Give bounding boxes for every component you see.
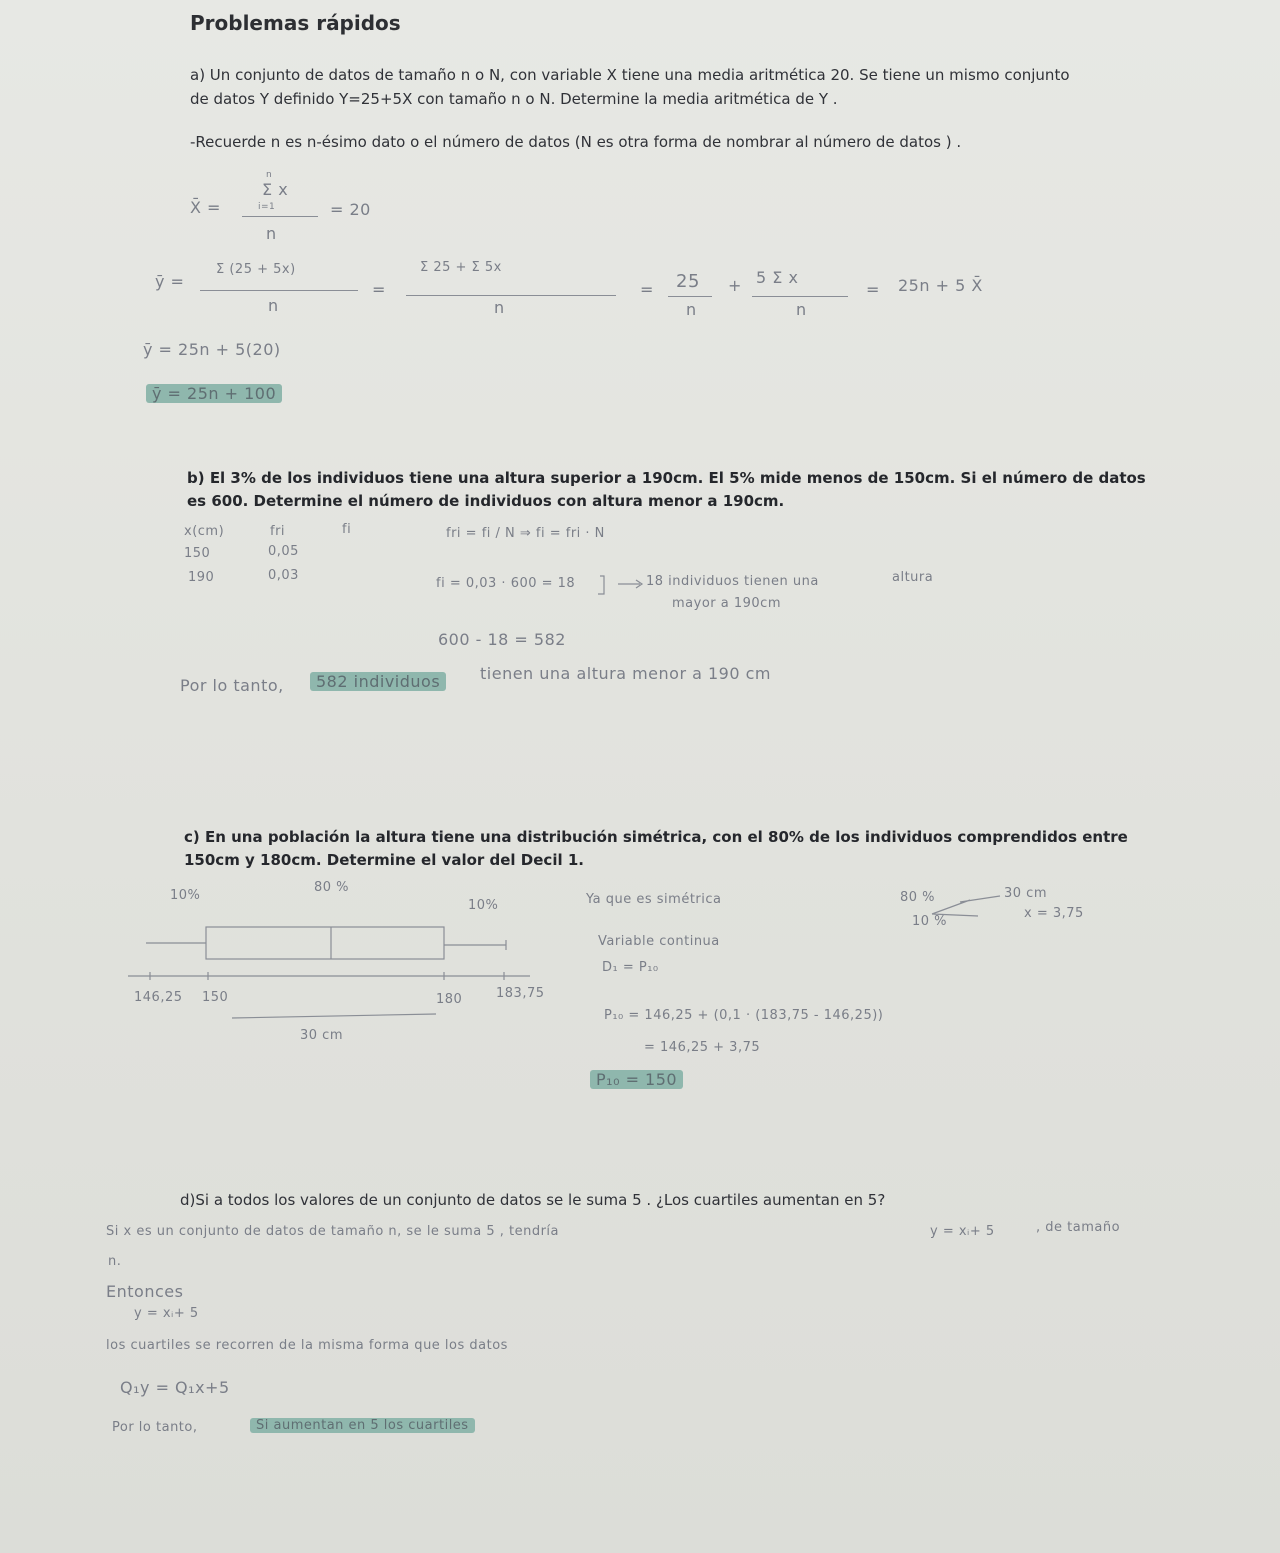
answer-highlight-c: P₁₀ = 150 [590,1070,683,1089]
equals-sign-1: = [372,280,386,299]
split-denominator: n [494,298,505,317]
p10-equation: P₁₀ = 146,25 + (0,1 · (183,75 - 146,25)) [604,1008,884,1023]
problem-a-statement-line-1: a) Un conjunto de datos de tamaño n o N, con variable X tiene una media aritmética 20. Se tiene un mismo conjunto [190,66,1070,84]
problem-a-statement-line-2: de datos Y definido Y=25+5X con tamaño n o N. Determine la media aritmética de Y . [190,90,838,108]
sum-lower-limit: i=1 [258,202,276,212]
ybar-substitution: ȳ = 25n + 5(20) [143,340,281,359]
d-answer-line-1-equation: y = xᵢ+ 5 [930,1224,995,1239]
problem-b-statement-line-2: es 600. Determine el número de individuos con altura menor a 190cm. [187,492,785,510]
equals-sign-3: = [866,280,880,299]
boxplot-tick-146: 146,25 [134,990,183,1005]
table-row-2-x: 190 [188,570,215,585]
ratio-30cm: 30 cm [1004,886,1047,901]
boxplot-tick-180: 180 [436,992,463,1007]
answer-highlight-d: Si aumentan en 5 los cuartiles [250,1418,475,1433]
page-title: Problemas rápidos [190,11,401,35]
boxplot-tick-183: 183,75 [496,986,545,1001]
xbar-equals-20: = 20 [330,200,371,219]
table-header-fi: fi [342,522,352,537]
conclusion-b-prefix: Por lo tanto, [180,676,284,695]
boxplot-pct-left: 10% [170,888,201,903]
boxplot-tick-150: 150 [202,990,229,1005]
problem-d-statement: d)Si a todos los valores de un conjunto de datos se le suma 5 . ¿Los cuartiles aumentan en 5? [180,1191,886,1209]
symmetric-note: Ya que es simétrica [586,892,722,907]
fri-formula: fri = fi / N ⇒ fi = fri · N [446,526,605,541]
d-entonces: Entonces [106,1282,184,1301]
table-header-x: x(cm) [184,524,225,539]
xbar-label: X̄ = [190,198,221,217]
d-y-equation: y = xᵢ+ 5 [134,1306,199,1321]
problem-c-statement-line-1: c) En una población la altura tiene una distribución simétrica, con el 80% de los individuos comprendidos entre [184,828,1128,846]
continuous-note: Variable continua [598,934,720,949]
p10-result [590,1070,683,1090]
xbar-denominator: n [266,224,277,243]
p10-equation-step-2: = 146,25 + 3,75 [644,1040,761,1055]
ratio-x: x = 3,75 [1024,906,1084,921]
arrow-note-line-2: mayor a 190cm [672,596,781,611]
arrow-18 [618,580,642,588]
ratio-lines [932,896,1000,916]
ratio-80: 80 % [900,890,936,905]
problem-b-statement-line-1: b) El 3% de los individuos tiene una altura superior a 190cm. El 5% mide menos de 150cm. Si el número de datos [187,469,1146,487]
ybar-denominator: n [268,296,279,315]
boxplot-pct-middle: 80 % [314,880,350,895]
split-sum-numerator: Σ 25 + Σ 5x [420,260,502,275]
d1-equals-p10: D₁ = P₁₀ [602,960,659,975]
table-header-fri: fri [270,524,286,539]
ratio-10: 10 % [912,914,948,929]
problem-c-statement-line-2: 150cm y 180cm. Determine el valor del Decil 1. [184,851,584,869]
sum-25-5x-numerator: Σ (25 + 5x) [216,262,296,277]
sum-upper-limit: n [266,170,273,180]
boxplot-pct-right: 10% [468,898,499,913]
d-answer-line-2: n. [108,1254,122,1269]
boxplot-box [206,927,444,959]
ybar-label: ȳ = [155,272,185,291]
answer-highlight-b: 582 individuos [310,672,446,691]
plus-sign: + [728,276,742,295]
bracket-18 [598,576,604,594]
five-sum-x-denominator: n [796,300,807,319]
sum-x-numerator: Σ x [262,180,289,199]
equals-sign-2: = [640,280,654,299]
span-brace [232,1014,436,1018]
conclusion-b-suffix: tienen una altura menor a 190 cm [480,664,771,683]
table-row-2-fri: 0,03 [268,568,299,583]
ybar-result-expression: 25n + 5 X̄ [898,276,983,295]
frac-25-numerator: 25 [676,271,700,292]
conclusion-d-prefix: Por lo tanto, [112,1420,198,1435]
arrow-note-altura: altura [892,570,934,585]
problem-a-note: -Recuerde n es n-ésimo dato o el número de datos (N es otra forma de nombrar al número de datos ) . [190,133,962,151]
subtraction: 600 - 18 = 582 [438,630,566,649]
conclusion-d-highlight [250,1418,475,1434]
d-quartile-equation: Q₁y = Q₁x+5 [120,1378,230,1397]
d-answer-line-1-end: , de tamaño [1036,1220,1121,1235]
d-answer-line-3: los cuartiles se recorren de la misma forma que los datos [106,1338,508,1353]
frac-25-denominator: n [686,300,697,319]
d-answer-line-1: Si x es un conjunto de datos de tamaño n, se le suma 5 , tendría [106,1224,560,1239]
five-sum-x-numerator: 5 Σ x [756,268,799,287]
fi-calculation: fi = 0,03 · 600 = 18 [436,576,576,591]
answer-highlight-a: ȳ = 25n + 100 [146,384,282,403]
table-row-1-x: 150 [184,546,211,561]
arrow-note-line-1: 18 individuos tienen una [646,574,819,589]
boxplot-span-label: 30 cm [300,1028,343,1043]
table-row-1-fri: 0,05 [268,544,299,559]
